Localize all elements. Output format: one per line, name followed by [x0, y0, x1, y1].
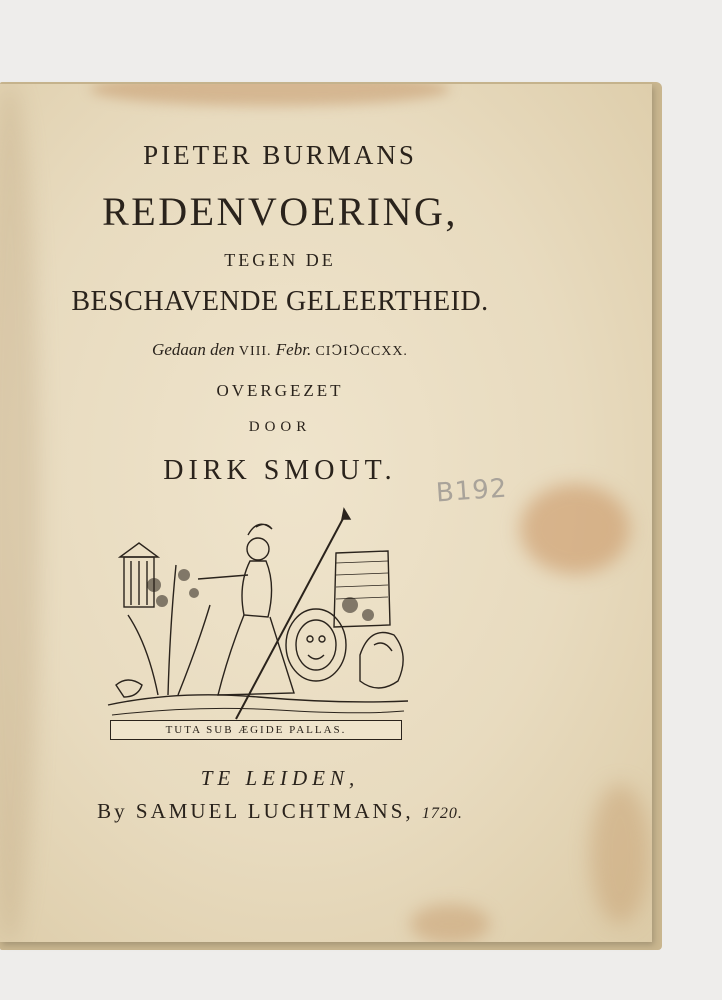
tegen-line: TEGEN DE	[224, 250, 336, 270]
printers-device-vignette	[98, 505, 418, 745]
gedaan-year: CIↃIↃCCXX.	[315, 344, 408, 359]
shelfmark-annotation: B192	[435, 473, 509, 509]
author-line: PIETER BURMANS	[143, 140, 417, 170]
gedaan-date: VIII.	[238, 344, 272, 359]
place-line: TE LEIDEN,	[200, 766, 360, 790]
publisher-prefix: By	[97, 799, 128, 823]
stain-bottom	[410, 904, 490, 942]
stain-bottom-right	[590, 784, 650, 924]
stain-right	[520, 484, 630, 574]
publisher-name: SAMUEL LUCHTMANS,	[135, 799, 414, 823]
gedaan-month: Febr.	[275, 340, 312, 359]
door-line: DOOR	[248, 419, 312, 435]
stain-top	[90, 84, 450, 106]
subject-line: BESCHAVENDE GELEERTHEID.	[71, 286, 489, 317]
overgezet-line: OVERGEZET	[216, 381, 344, 400]
gedaan-prefix: Gedaan den	[152, 340, 235, 359]
publisher-line	[0, 799, 560, 824]
gedaan-line	[0, 340, 560, 360]
translator-line: DIRK SMOUT.	[163, 455, 397, 486]
main-title: REDENVOERING,	[102, 189, 458, 234]
publication-year: 1720.	[421, 805, 463, 822]
vignette-motto: TUTA SUB ÆGIDE PALLAS.	[110, 720, 402, 740]
